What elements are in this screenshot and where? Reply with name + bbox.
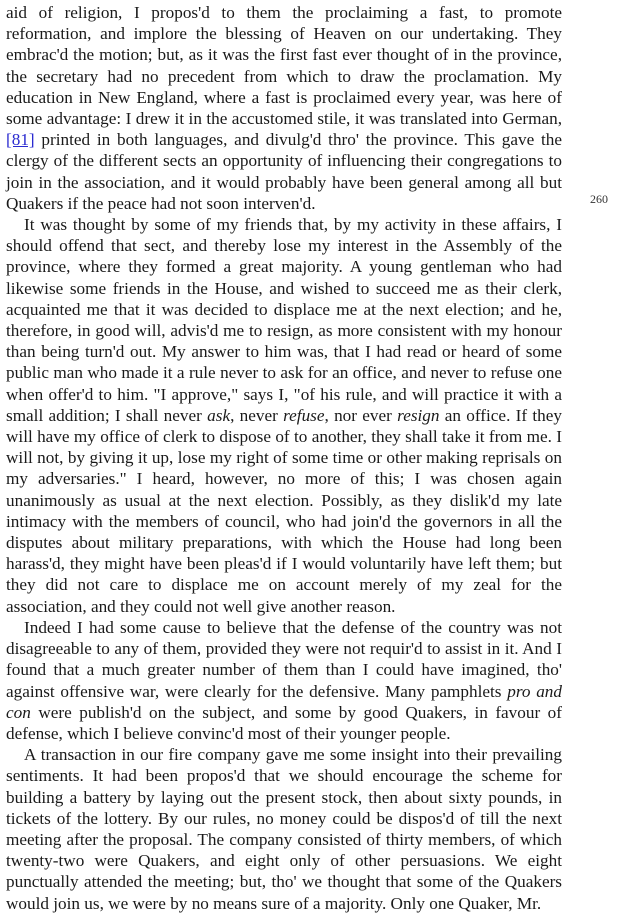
paragraph-text: were publish'd on the subject, and some by good Quakers, in favour of defense, which I believe convinc'd most of their younger people. (6, 702, 562, 743)
emphasis-ask: ask (207, 405, 231, 425)
page-number: 260 (590, 192, 608, 206)
paragraph-text: It was thought by some of my friends that, by my activity in these affairs, I should offend that sect, and thereby lose my interest in the Assembly of the province, where they formed a great majority. A young gentleman who had likewise some friends in the House, and wished to succeed me as their clerk, acquainted me that it was decided to displace me at the next election; and he, therefore, in good will, advis'd me to resign, as more consistent with my honour than being turn'd out. My answer to him was, that I had read or heard of some public man who made it a rule never to ask for an office, and never to refuse one when offer'd to him. "I approve," says I, "of his rule, and will practice it with a small addition; I shall never (6, 215, 562, 425)
paragraph-fire-company (6, 744, 562, 914)
paragraph-text: A transaction in our fire company gave me some insight into their prevailing sentiments. It had been propos'd that we should encourage the scheme for building a battery by laying out the present stock, then about sixty pounds, in tickets of the lottery. By our rules, no money could be dispos'd of till the next meeting after the proposal. The company consisted of thirty members, of which twenty-two were Quakers, and eight only of other persuasions. We eight punctually attended the meeting; but, tho' we thought that some of the Quakers would join us, we were by no means sure of a majority. Only one Quaker, Mr. (6, 745, 562, 913)
paragraph-text: , never (230, 405, 284, 425)
paragraph-fast-proclamation (6, 2, 562, 214)
paragraph-defense (6, 617, 562, 744)
paragraph-text: aid of religion, I propos'd to them the proclaiming a fast, to promote reformation, and implore the blessing of Heaven on our undertaking. They embrac'd the motion; but, as it was the first fast ever thought of in the province, the secretary had no precedent from which to draw the proclamation. My education in New England, where a fast is proclaimed every year, was here of some advantage: I drew it in the accustomed stile, it was translated into German, (6, 3, 562, 129)
paragraph-assembly-clerk (6, 214, 562, 617)
emphasis-refuse: refuse (283, 405, 325, 425)
paragraph-text: , nor ever (324, 405, 398, 425)
footnote-link-81[interactable]: [81] (6, 130, 35, 150)
emphasis-resign: resign (397, 405, 440, 425)
paragraph-text: Indeed I had some cause to believe that the defense of the country was not disagreeable to any of them, provided they were not requir'd to assist in it. And I found that a much greater number of them than I could have imagined, tho' against offensive war, were clearly for the defensive. Many pamphlets (6, 617, 562, 701)
document-page (6, 2, 562, 914)
paragraph-text: printed in both languages, and divulg'd thro' the province. This gave the clergy of the different sects an opportunity of influencing their congregations to join in the association, and it would probably have been general among all but Quakers if the peace had not soon interven'd. (6, 130, 562, 213)
paragraph-text: an office. If they will have my office of clerk to dispose of to another, they shall take it from me. I will not, by giving it up, lose my right of some time or other making reprisals on my adversaries." I heard, however, no more of this; I was chosen again unanimously as usual at the next election. Possibly, as they dislik'd my late intimacy with the members of council, who had join'd the governors in all the disputes about military preparations, with which the House had long been harass'd, they might have been pleas'd if I would voluntarily have left them; but they did not care to displace me on account merely of my zeal for the association, and they could not well give another reason. (6, 405, 562, 616)
emphasis-pro-and-con: pro and con (6, 681, 562, 722)
